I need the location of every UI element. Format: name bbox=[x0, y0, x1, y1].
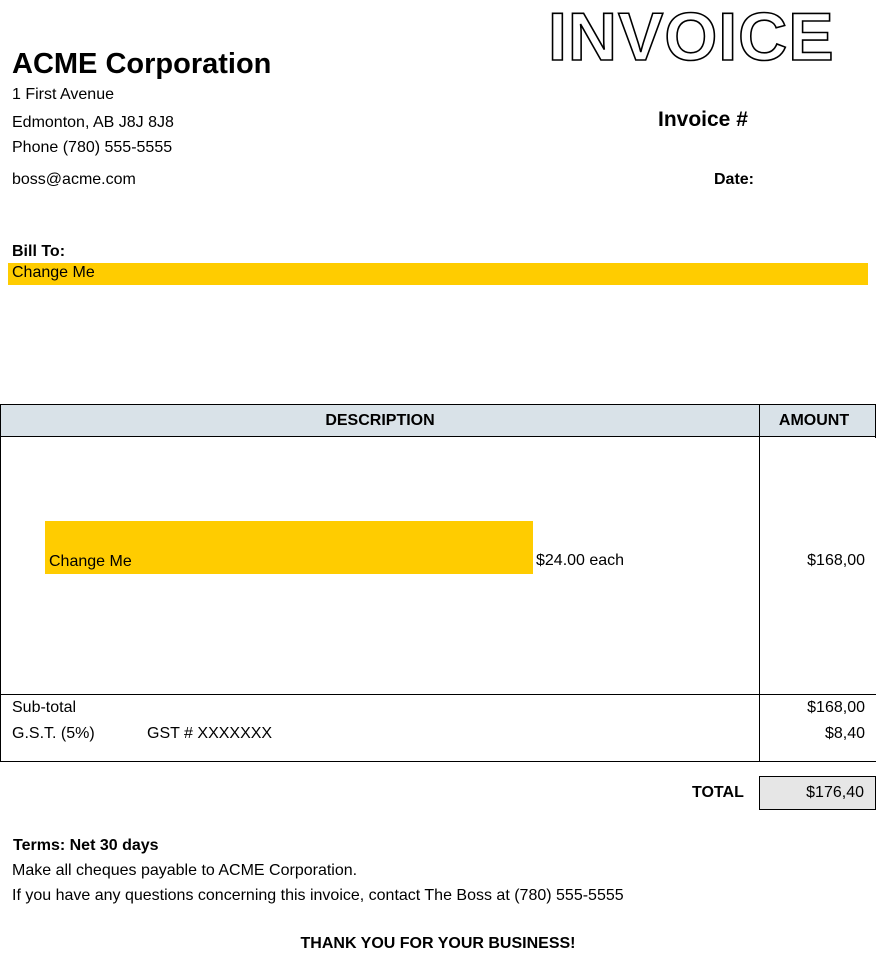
gst-label: G.S.T. (5%) bbox=[12, 725, 95, 742]
summary-separator bbox=[0, 694, 876, 695]
terms-contact-line: If you have any questions concerning this invoice, contact The Boss at (780) 555-5555 bbox=[12, 887, 624, 904]
company-address-line1: 1 First Avenue bbox=[12, 86, 114, 103]
gst-amount: $8,40 bbox=[824, 725, 865, 742]
total-amount: $176,40 bbox=[759, 776, 876, 810]
items-table bbox=[0, 404, 876, 762]
bill-to-label: Bill To: bbox=[12, 243, 66, 260]
bill-to-field[interactable]: Change Me bbox=[8, 263, 868, 285]
terms-cheques-line: Make all cheques payable to ACME Corporation. bbox=[12, 862, 358, 879]
total-label: TOTAL bbox=[692, 784, 744, 801]
company-email: boss@acme.com bbox=[12, 171, 136, 188]
subtotal-amount: $168,00 bbox=[807, 699, 865, 716]
invoice-date-label: Date: bbox=[714, 171, 755, 188]
header-right-border bbox=[875, 404, 876, 438]
invoice-number-label: Invoice # bbox=[658, 108, 748, 131]
terms-label: Terms: Net 30 days bbox=[13, 837, 159, 854]
item-amount: $168,00 bbox=[807, 552, 865, 569]
company-phone: Phone (780) 555-5555 bbox=[12, 139, 173, 156]
invoice-title: INVOICE bbox=[548, 0, 835, 75]
item-description-field[interactable]: Change Me bbox=[45, 521, 533, 574]
thank-you-message: THANK YOU FOR YOUR BUSINESS! bbox=[300, 935, 576, 952]
gst-number: GST # XXXXXXX bbox=[147, 725, 273, 742]
company-address-line2: Edmonton, AB J8J 8J8 bbox=[12, 114, 174, 131]
company-name: ACME Corporation bbox=[12, 48, 272, 80]
description-header: DESCRIPTION bbox=[325, 412, 435, 429]
subtotal-label: Sub-total bbox=[12, 699, 77, 716]
amount-header: AMOUNT bbox=[778, 412, 850, 429]
item-unit-price: $24.00 each bbox=[536, 552, 625, 569]
